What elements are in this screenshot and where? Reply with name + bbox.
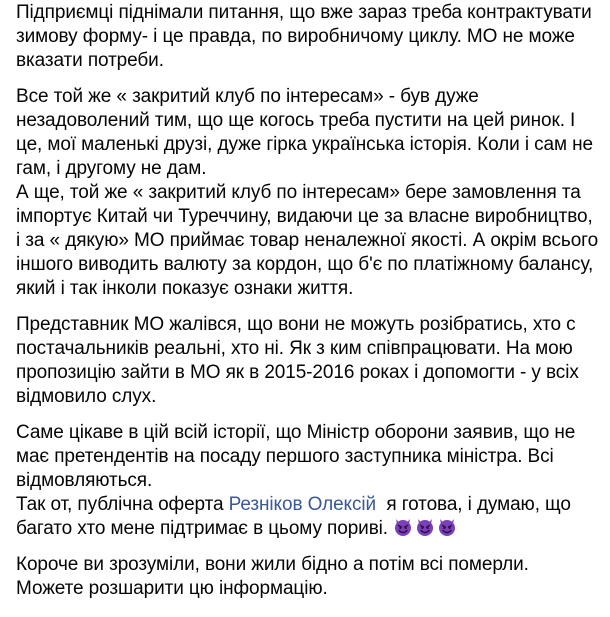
- text-segment: я готова, і думаю, що: [376, 494, 571, 515]
- profile-mention-link[interactable]: Резніков Олексій: [228, 494, 376, 515]
- smiling-imp-emoji-icon: [393, 517, 413, 537]
- text-segment: багато хто мене підтримає в цьому пориві.: [16, 518, 394, 539]
- text-line: має претендентів на посаду першого заступника міністра. Всі: [16, 446, 554, 467]
- text-line: А ще, той же « закритий клуб по інтересам» бере замовлення та: [16, 182, 581, 203]
- smiling-imp-emoji-icon: [437, 517, 457, 537]
- post-paragraph-4: [16, 421, 602, 541]
- text-line: зимову форму- і це правда, по виробничому циклу. МО не може: [16, 26, 575, 47]
- post-paragraph-2: [16, 85, 602, 301]
- post-paragraph-3: [16, 313, 602, 409]
- text-line: Представник МО жалівся, що вони не можуть розібратись, хто с: [16, 314, 576, 335]
- text-line: який і так інколи показує ознаки життя.: [16, 278, 354, 299]
- smiling-imp-emoji-icon: [415, 517, 435, 537]
- text-line: відмовляються.: [16, 470, 153, 491]
- mention-line: [16, 493, 602, 517]
- text-line: постачальників реальні, хто ні. Як з ким співпрацювати. На мою: [16, 338, 573, 359]
- post-paragraph-5: [16, 553, 602, 601]
- text-line: вказати потреби.: [16, 50, 164, 71]
- text-line: імпортує Китай чи Туреччину, видаючи це за власне виробництво,: [16, 206, 593, 227]
- text-line: Підприємці піднімали питання, що вже зараз треба контрактувати: [16, 2, 592, 23]
- text-line: пропозицію зайти в МО як в 2015-2016 роках і допомогти - у всіх: [16, 362, 579, 383]
- emoji-line: [16, 517, 602, 541]
- text-line: гам, і другому не дам.: [16, 158, 207, 179]
- post-paragraph-1: [16, 1, 602, 73]
- text-line: і за « дякую» МО приймає товар неналежної якості. А окрім всього: [16, 230, 599, 251]
- text-line: Все той же « закритий клуб по інтересам» - був дуже: [16, 86, 479, 107]
- text-line: Короче ви зрозуміли, вони жили бідно а потім всі померли.: [16, 554, 529, 575]
- text-line: це, мої маленькі друзі, дуже гірка українська історія. Коли і сам не: [16, 134, 594, 155]
- text-line: Можете розшарити цю інформацію.: [16, 578, 328, 599]
- text-line: Саме цікаве в цій всій історії, що Міністр оборони заявив, що не: [16, 422, 576, 443]
- text-segment: Так от, публічна оферта: [16, 494, 229, 515]
- text-line: незадоволений тим, що ще когось треба пустити на цей ринок. І: [16, 110, 576, 131]
- text-line: відмовило слух.: [16, 386, 157, 407]
- text-line: іншого виводить валюту за кордон, що б'є по платіжному балансу,: [16, 254, 594, 275]
